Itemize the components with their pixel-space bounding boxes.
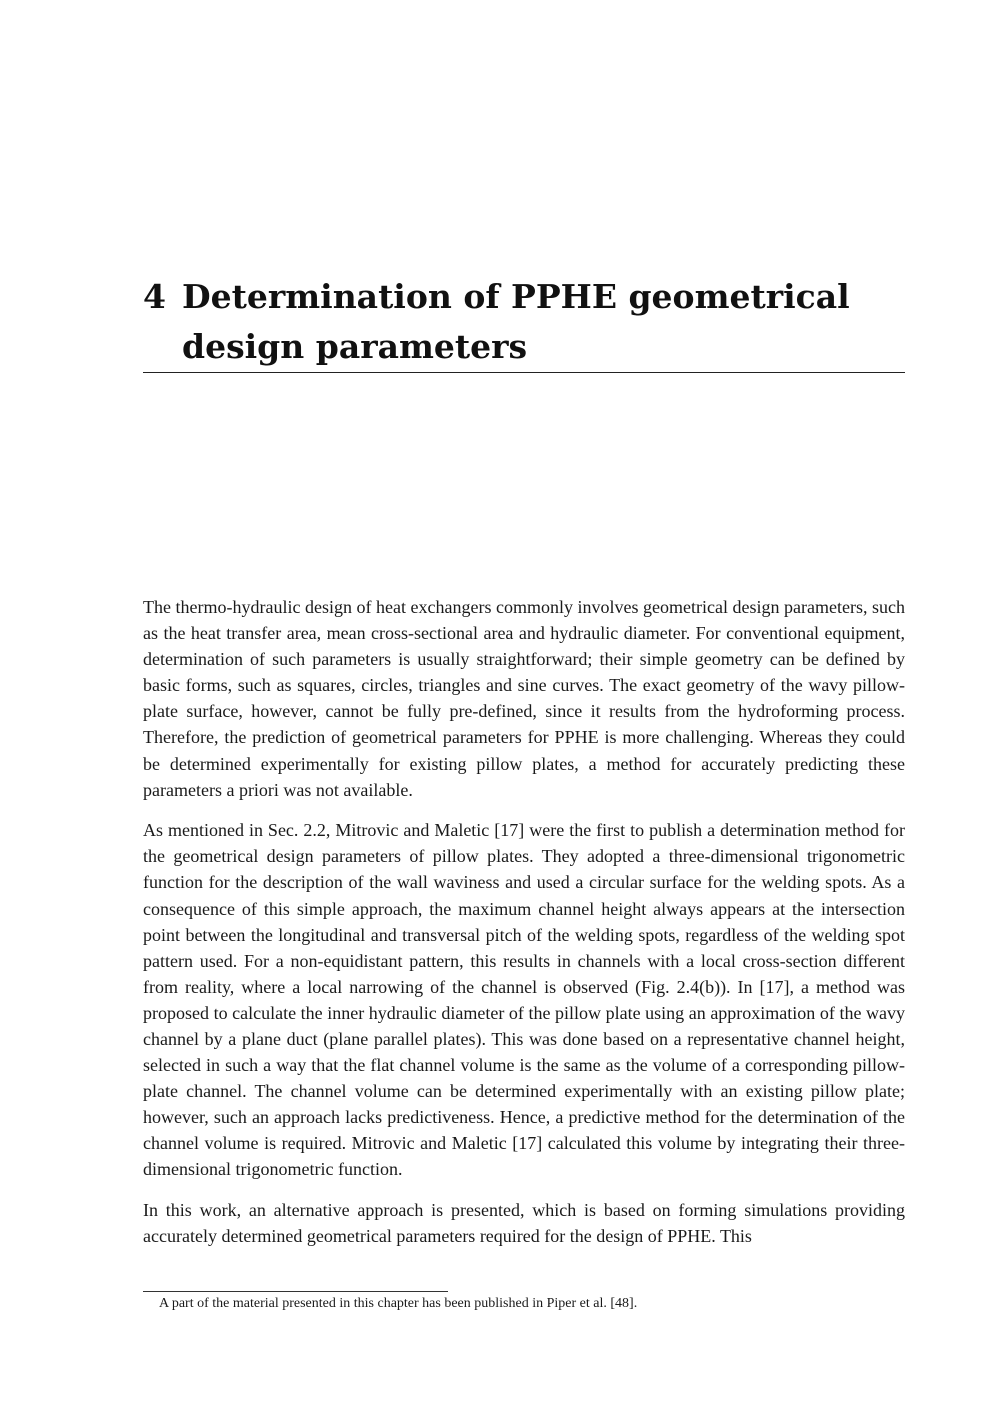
chapter-number: 4 bbox=[143, 277, 166, 316]
chapter-title: Determination of PPHE geometrical design parameters bbox=[182, 277, 850, 366]
footnote: A part of the material presented in this chapter has been published in Piper et al. [48]. bbox=[159, 1296, 638, 1311]
paragraph: The thermo-hydraulic design of heat exchangers commonly involves geometrical design parameters, such as the heat transfer area, mean cross-sectional area and hydraulic diameter. For conventional equipment, determination of such parameters is usually straightforward; their simple geometry can be defined by basic forms, such as squares, circles, triangles and sine curves. The exact geometry of the wavy pillow-plate surface, however, cannot be fully pre-defined, since it results from the hydroforming process. Therefore, the prediction of geometrical parameters for PPHE is more challenging. Whereas they could be determined experimentally for existing pillow plates, a method for accurately predicting these parameters a priori was not available. bbox=[143, 597, 905, 800]
heading-rule bbox=[143, 372, 905, 373]
footnote-rule bbox=[143, 1291, 448, 1292]
body-text bbox=[143, 594, 905, 1249]
paragraph: As mentioned in Sec. 2.2, Mitrovic and Maletic [17] were the first to publish a determination method for the geometrical design parameters of pillow plates. They adopted a three-dimensional trigonometric function for the description of the wall waviness and used a circular surface for the welding spots. As a consequence of this simple approach, the maximum channel height always appears at the intersection point between the longitudinal and transversal pitch of the welding spots, regardless of the welding spot pattern used. For a non-equidistant pattern, this results in channels with a local cross-section different from reality, where a local narrowing of the channel is observed (Fig. 2.4(b)). In [17], a method was proposed to calculate the inner hydraulic diameter of the pillow plate using an approximation of the wavy channel by a plane duct (plane parallel plates). This was done based on a representative channel height, selected in such a way that the flat channel volume is the same as the volume of a corresponding pillow-plate channel. The channel volume can be determined experimentally with an existing pillow plate; however, such an approach lacks predictiveness. Hence, a predictive method for the determination of the channel volume is required. Mitrovic and Maletic [17] calculated this volume by integrating their three-dimensional trigonometric function. bbox=[143, 820, 905, 1180]
paragraph: In this work, an alternative approach is presented, which is based on forming simulations providing accurately determined geometrical parameters required for the design of PPHE. This bbox=[143, 1200, 905, 1247]
chapter-heading bbox=[143, 272, 905, 372]
